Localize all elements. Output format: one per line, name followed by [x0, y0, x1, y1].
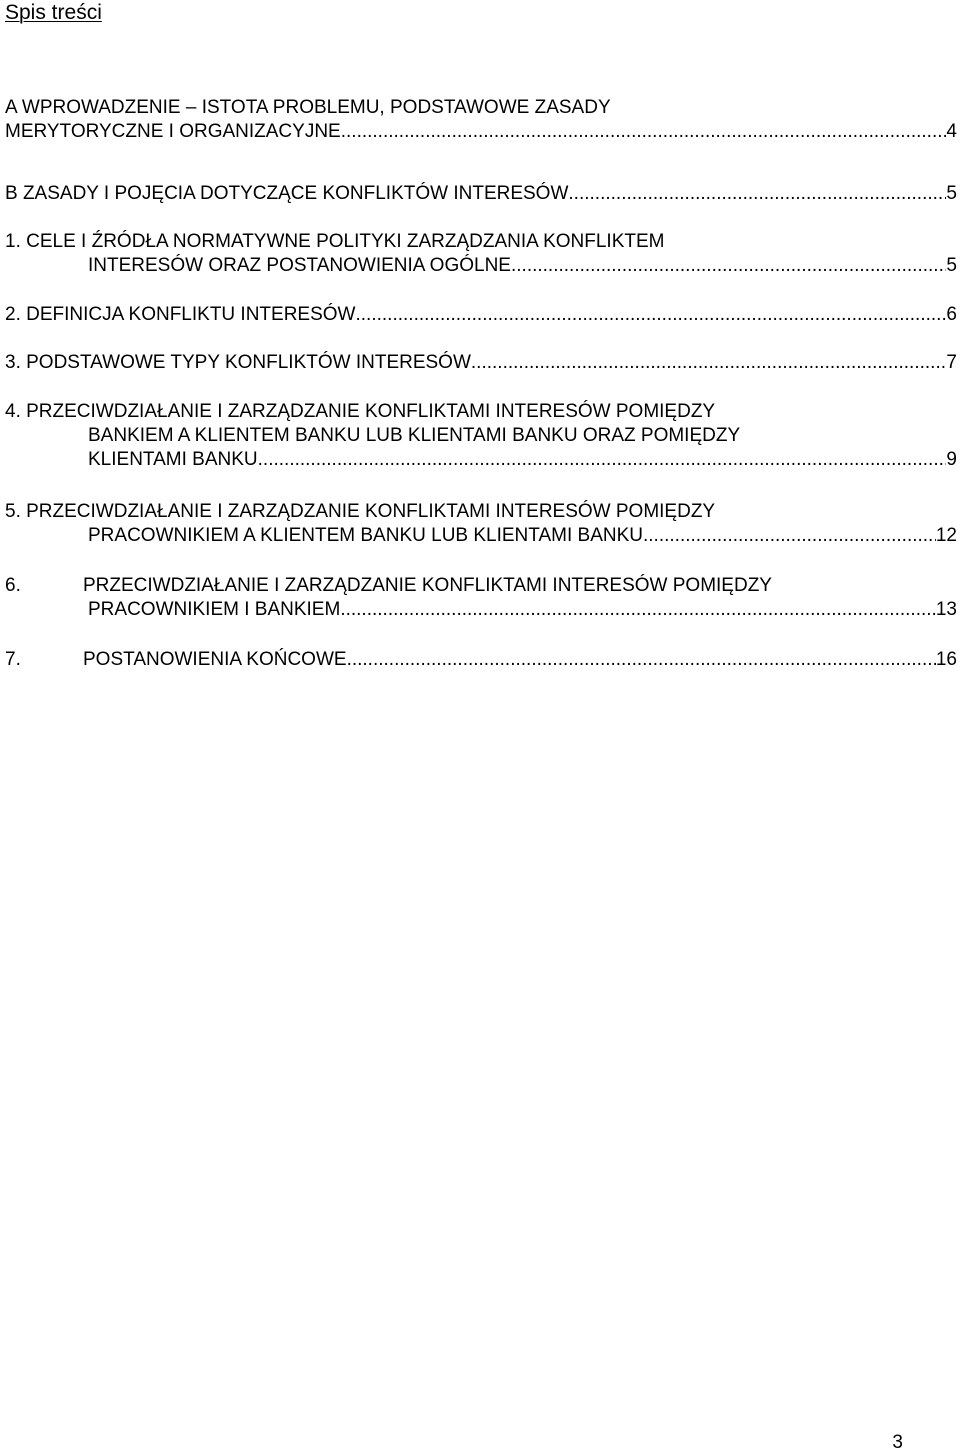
- toc-entry-6-first-text: PRZECIWDZIAŁANIE I ZARZĄDZANIE KONFLIKTAMI INTERESÓW POMIĘDZY: [83, 575, 772, 596]
- toc-title: Spis treści: [5, 1, 102, 24]
- toc-entry-1-line1: 1. CELE I ŹRÓDŁA NORMATYWNE POLITYKI ZARZĄDZANIA KONFLIKTEM: [5, 231, 665, 252]
- toc-entry-6-line1: [5, 574, 957, 598]
- toc-entry-b[interactable]: [5, 182, 957, 206]
- toc-entry-5-text: PRACOWNIKIEM A KLIENTEM BANKU LUB KLIENTAMI BANKU: [88, 525, 643, 546]
- toc-entry-2-text: 2. DEFINICJA KONFLIKTU INTERESÓW: [5, 304, 356, 325]
- toc-entry-2-page: 6: [946, 304, 957, 325]
- toc-entry-6-page: 13: [935, 599, 957, 620]
- toc-entry-a-text: MERYTORYCZNE I ORGANIZACYJNE: [5, 121, 341, 142]
- toc-entry-1[interactable]: [5, 230, 957, 278]
- dot-leader: [258, 448, 947, 472]
- toc-entry-3-page: 7: [946, 352, 957, 373]
- toc-entry-3[interactable]: [5, 351, 957, 375]
- toc-entry-b-text: B ZASADY I POJĘCIA DOTYCZĄCE KONFLIKTÓW INTERESÓW: [5, 183, 569, 204]
- toc-entry-3-last-line: [5, 351, 957, 375]
- toc-entry-6[interactable]: [5, 574, 957, 622]
- toc-entry-7-text: [5, 648, 347, 672]
- toc-entry-5[interactable]: [5, 500, 957, 548]
- toc-entry-6-text: PRACOWNIKIEM I BANKIEM: [88, 599, 341, 620]
- toc-entry-a-page: 4: [946, 121, 957, 142]
- dot-leader: [356, 303, 947, 327]
- toc-entry-2-last-line: [5, 303, 957, 327]
- toc-entry-4-line2: BANKIEM A KLIENTEM BANKU LUB KLIENTAMI BANKU ORAZ POMIĘDZY: [88, 425, 741, 446]
- toc-entry-7-last-line: [5, 648, 957, 672]
- toc-entry-4-line1: 4. PRZECIWDZIAŁANIE I ZARZĄDZANIE KONFLIKTAMI INTERESÓW POMIĘDZY: [5, 401, 716, 422]
- toc-entry-5-last-line: [5, 524, 957, 548]
- dot-leader: [341, 120, 947, 144]
- dot-leader: [643, 524, 936, 548]
- dot-leader: [471, 351, 947, 375]
- dot-leader: [511, 254, 946, 278]
- toc-entry-7-number: 7.: [5, 649, 21, 670]
- toc-entry-a-last-line: [5, 120, 957, 144]
- toc-entry-4-page: 9: [946, 449, 957, 470]
- toc-entry-b-page: 5: [946, 183, 957, 204]
- toc-entry-a[interactable]: [5, 96, 957, 144]
- dot-leader: [340, 598, 936, 622]
- toc-entry-7-label: POSTANOWIENIA KOŃCOWE: [83, 649, 347, 670]
- toc-entry-4-text: KLIENTAMI BANKU: [88, 449, 258, 470]
- toc-entry-7[interactable]: [5, 648, 957, 672]
- toc-entry-6-last-line: [5, 598, 957, 622]
- toc-entry-4-last-line: [5, 448, 957, 472]
- toc-entry-3-text: 3. PODSTAWOWE TYPY KONFLIKTÓW INTERESÓW: [5, 352, 471, 373]
- toc-entry-2[interactable]: [5, 303, 957, 327]
- dot-leader: [568, 182, 946, 206]
- toc-entry-4[interactable]: [5, 400, 957, 472]
- toc-entry-6-number: 6.: [5, 575, 21, 596]
- toc-entry-1-last-line: [5, 254, 957, 278]
- dot-leader: [347, 648, 936, 672]
- toc-entry-5-page: 12: [935, 525, 957, 546]
- toc-entry-1-page: 5: [946, 255, 957, 276]
- page-number: 3: [892, 1432, 903, 1453]
- toc-entry-7-page: 16: [935, 649, 957, 670]
- toc-entry-5-line1: 5. PRZECIWDZIAŁANIE I ZARZĄDZANIE KONFLIKTAMI INTERESÓW POMIĘDZY: [5, 501, 716, 522]
- toc-entry-1-text: INTERESÓW ORAZ POSTANOWIENIA OGÓLNE: [88, 255, 511, 276]
- toc-entry-b-last-line: [5, 182, 957, 206]
- toc-entry-a-line1: A WPROWADZENIE – ISTOTA PROBLEMU, PODSTAWOWE ZASADY: [5, 97, 611, 118]
